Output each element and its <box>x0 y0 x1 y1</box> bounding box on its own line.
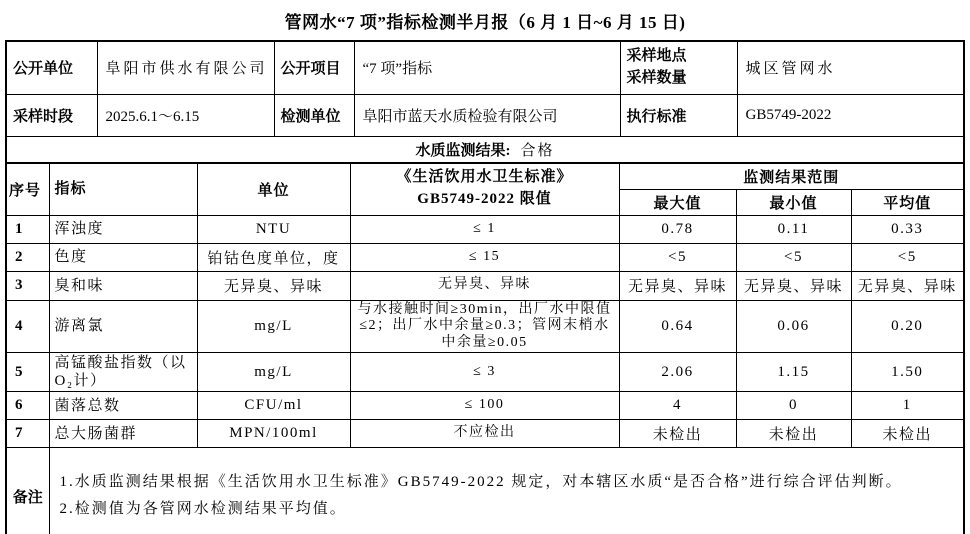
remarks-row <box>7 448 963 534</box>
row-indicator: 菌落总数 <box>49 392 197 420</box>
sample-period-value: 2025.6.1～6.15 <box>97 94 274 136</box>
row-max: 无异臭、异味 <box>619 271 736 300</box>
col-header-min: 最小值 <box>736 189 851 215</box>
remarks-note-1: 1.水质监测结果根据《生活饮用水卫生标准》GB5749-2022 规定，对本辖区水质“是否合格”进行综合评估判断。 <box>59 474 903 491</box>
row-limit: ≤ 1 <box>350 215 619 243</box>
row-unit: MPN/100ml <box>197 420 350 448</box>
limit-header-line2: GB5749-2022 限值 <box>417 191 552 207</box>
sample-site-value: 城区管网水 <box>737 42 963 94</box>
row-no: 3 <box>7 271 49 300</box>
header-row-1 <box>7 163 963 189</box>
row-max: <5 <box>619 243 736 271</box>
row-no: 2 <box>7 243 49 271</box>
col-header-indicator: 指标 <box>49 163 197 215</box>
sample-site-label <box>620 42 737 94</box>
row-min: <5 <box>736 243 851 271</box>
info-section <box>7 42 963 163</box>
col-header-unit: 单位 <box>197 163 350 215</box>
row-unit: NTU <box>197 215 350 243</box>
row-unit: 无异臭、异味 <box>197 271 350 300</box>
publish-item-label: 公开项目 <box>274 42 354 94</box>
publish-item-value: “7 项”指标 <box>354 42 620 94</box>
info-row-1 <box>7 42 963 94</box>
row-limit: 与水接触时间≥30min，出厂水中限值≤2；出厂水中余量≥0.3；管网末梢水中余量≥0.05 <box>350 300 619 353</box>
result-value: 合格 <box>520 142 555 159</box>
col-header-limit <box>350 163 619 215</box>
row-no: 6 <box>7 392 49 420</box>
row-no: 7 <box>7 420 49 448</box>
row-min: 无异臭、异味 <box>736 271 851 300</box>
row-indicator: 游离氯 <box>49 300 197 353</box>
row-no: 5 <box>7 353 49 392</box>
row-limit: 不应检出 <box>350 420 619 448</box>
row-max: 2.06 <box>619 353 736 392</box>
row-min: 0 <box>736 392 851 420</box>
sample-period-label: 采样时段 <box>7 94 97 136</box>
test-unit-value: 阜阳市蓝天水质检验有限公司 <box>354 94 620 136</box>
table-row <box>7 243 963 271</box>
row-unit: CFU/ml <box>197 392 350 420</box>
row-unit: mg/L <box>197 353 350 392</box>
col-header-max: 最大值 <box>619 189 736 215</box>
row-min: 0.11 <box>736 215 851 243</box>
row-avg: 1.50 <box>851 353 963 392</box>
table-row <box>7 215 963 243</box>
row-indicator: 臭和味 <box>49 271 197 300</box>
table-row <box>7 420 963 448</box>
row-avg: 0.20 <box>851 300 963 353</box>
row-limit: 无异臭、异味 <box>350 271 619 300</box>
col-header-no: 序号 <box>7 163 49 215</box>
row-avg: 未检出 <box>851 420 963 448</box>
row-indicator: 浑浊度 <box>49 215 197 243</box>
row-min: 0.06 <box>736 300 851 353</box>
standard-label: 执行标准 <box>620 94 737 136</box>
remarks-note-2: 2.检测值为各管网水检测结果平均值。 <box>59 501 347 518</box>
report-title: 管网水“7 项”指标检测半月报（6 月 1 日~6 月 15 日) <box>284 12 686 32</box>
row-max: 未检出 <box>619 420 736 448</box>
row-max: 0.64 <box>619 300 736 353</box>
test-unit-label: 检测单位 <box>274 94 354 136</box>
row-limit: ≤ 100 <box>350 392 619 420</box>
row-min: 1.15 <box>736 353 851 392</box>
limit-header-line1: 《生活饮用水卫生标准》 <box>396 169 573 186</box>
row-limit: ≤ 15 <box>350 243 619 271</box>
sample-site-label-line1: 采样地点 <box>626 48 687 64</box>
result-cell <box>7 136 963 162</box>
row-avg: <5 <box>851 243 963 271</box>
report-table <box>5 40 965 534</box>
row-unit: 铂钴色度单位，度 <box>197 243 350 271</box>
row-limit: ≤ 3 <box>350 353 619 392</box>
indicator-table <box>7 163 963 534</box>
row-avg: 无异臭、异味 <box>851 271 963 300</box>
remarks-content <box>49 448 963 534</box>
row-avg: 0.33 <box>851 215 963 243</box>
table-row <box>7 353 963 392</box>
row-indicator: 高锰酸盐指数（以O₂计） <box>49 353 197 392</box>
table-row <box>7 392 963 420</box>
publish-unit-value: 阜阳市供水有限公司 <box>97 42 274 94</box>
row-avg: 1 <box>851 392 963 420</box>
result-label: 水质监测结果: <box>415 142 511 159</box>
row-indicator: 色度 <box>49 243 197 271</box>
standard-value: GB5749-2022 <box>737 94 963 136</box>
remarks-label: 备注 <box>7 448 49 534</box>
row-indicator: 总大肠菌群 <box>49 420 197 448</box>
row-max: 4 <box>619 392 736 420</box>
result-row <box>7 136 963 162</box>
col-header-range: 监测结果范围 <box>619 163 963 189</box>
row-no: 4 <box>7 300 49 353</box>
row-min: 未检出 <box>736 420 851 448</box>
publish-unit-label: 公开单位 <box>7 42 97 94</box>
info-row-2 <box>7 94 963 136</box>
table-row <box>7 300 963 353</box>
sample-site-label-line2: 采样数量 <box>626 69 687 86</box>
col-header-avg: 平均值 <box>851 189 963 215</box>
row-max: 0.78 <box>619 215 736 243</box>
table-row <box>7 271 963 300</box>
row-no: 1 <box>7 215 49 243</box>
row-unit: mg/L <box>197 300 350 353</box>
